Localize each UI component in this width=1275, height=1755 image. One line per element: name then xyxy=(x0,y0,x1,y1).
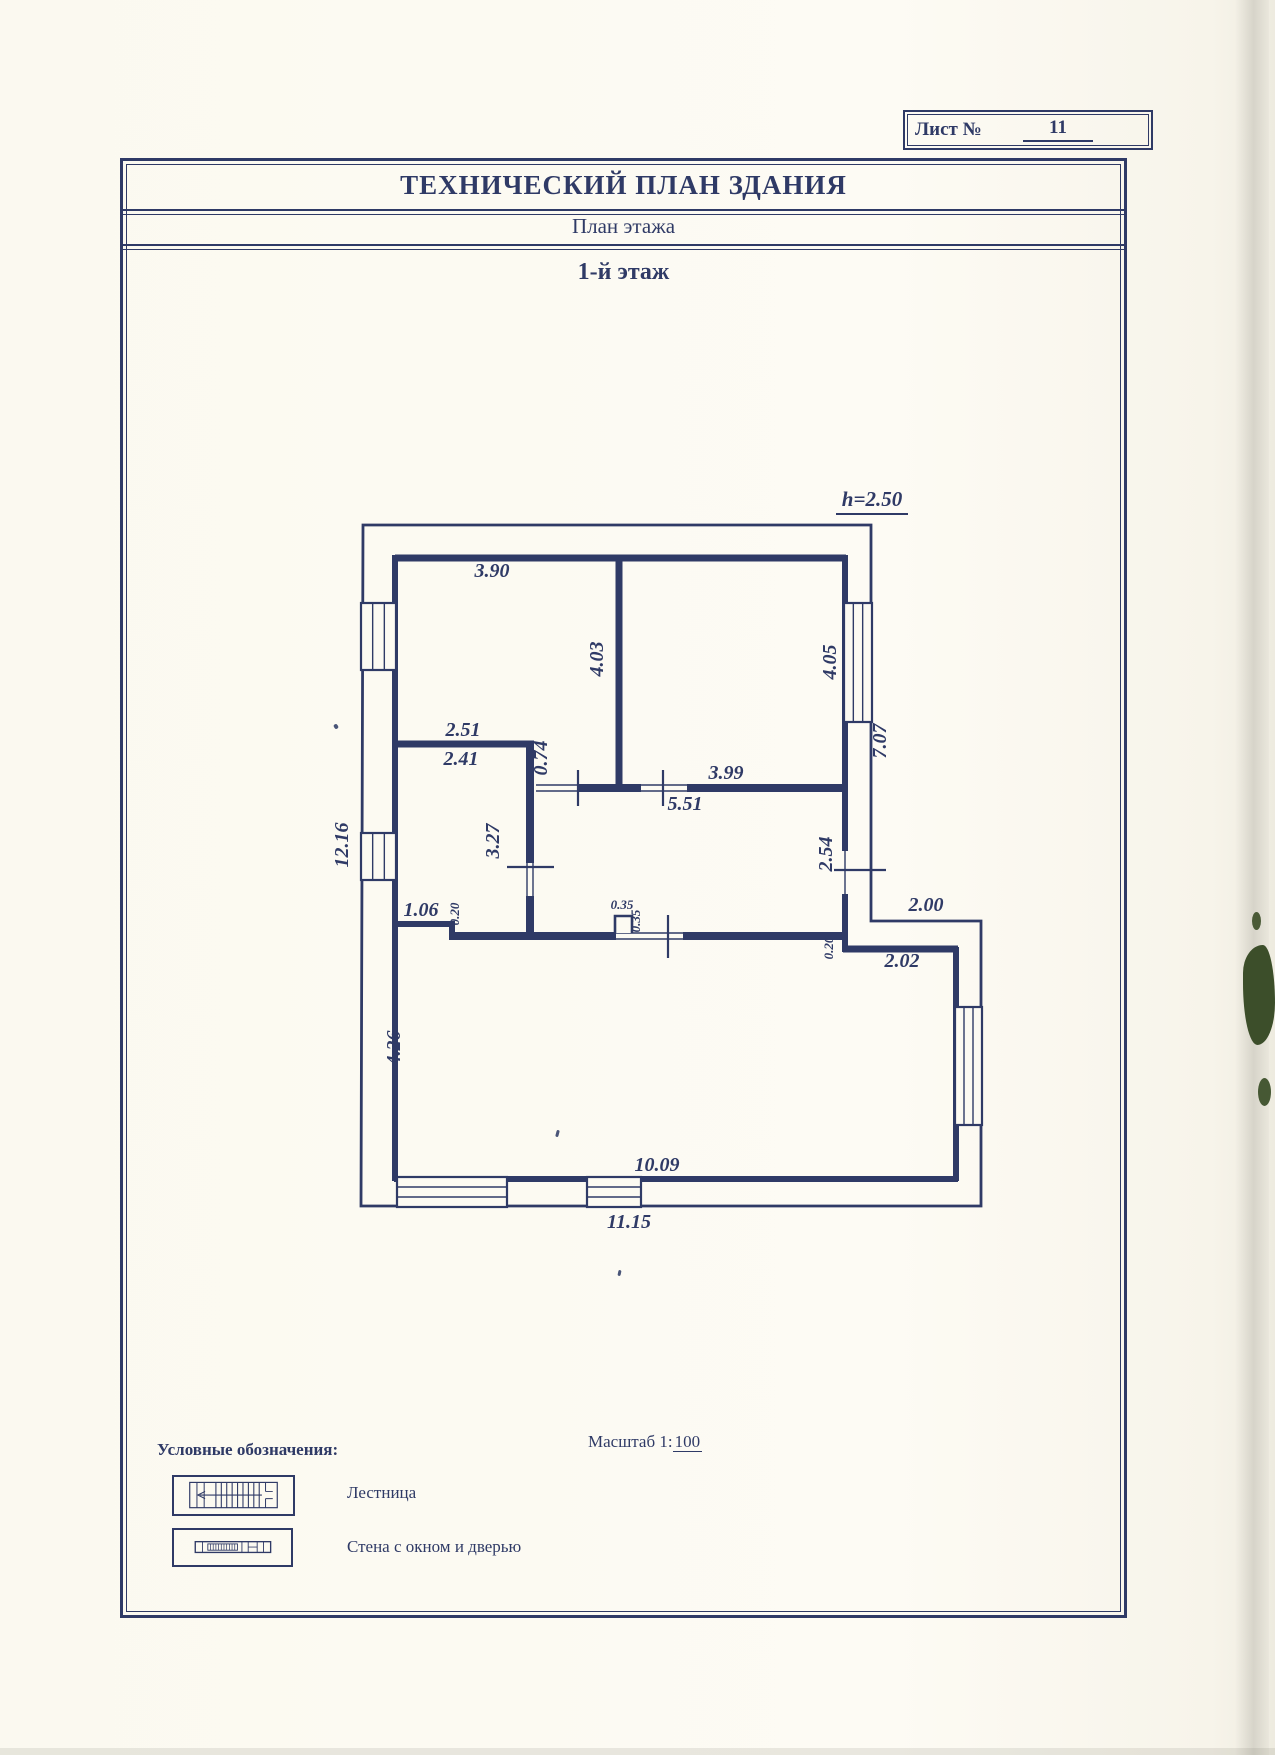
floor-title: 1-й этаж xyxy=(577,259,670,285)
dimension-label: 5.51 xyxy=(667,793,703,815)
legend-label-staircase: Лестница xyxy=(347,1483,417,1502)
scale-value: 100 xyxy=(674,1432,701,1451)
dimension-label: 4.26 xyxy=(383,1030,405,1066)
dimension-label: 2.41 xyxy=(443,748,479,770)
dimension-label: 0.20 xyxy=(447,902,462,926)
scale-prefix: Масштаб 1: xyxy=(588,1432,673,1451)
document-title: ТЕХНИЧЕСКИЙ ПЛАН ЗДАНИЯ xyxy=(400,170,847,200)
window-symbol xyxy=(587,1177,641,1207)
window-symbol xyxy=(955,1007,982,1125)
sheet-number-value: 11 xyxy=(1023,117,1093,142)
dimension-label: 0.35 xyxy=(628,909,643,933)
dimension-label: 4.05 xyxy=(819,644,841,680)
wall-window-door-symbol xyxy=(174,1530,291,1565)
dimension-label: 3.90 xyxy=(474,560,510,582)
dimension-label: 12.16 xyxy=(331,822,353,868)
dimension-label: 2.02 xyxy=(884,950,920,972)
dimension-label: 1.06 xyxy=(403,899,439,921)
dimension-label: 3.27 xyxy=(482,823,504,859)
dimension-label: 11.15 xyxy=(607,1211,651,1233)
legend-label-wall-window-door: Стена с окном и дверью xyxy=(347,1537,522,1556)
dimension-label: 3.99 xyxy=(708,762,744,784)
ceiling-height-note: h=2.50 xyxy=(841,487,903,511)
dimension-label: 7.07 xyxy=(869,723,891,759)
document-subtitle: План этажа xyxy=(571,214,676,238)
legend-item-staircase xyxy=(172,1475,295,1516)
dimension-label: 2.00 xyxy=(908,894,944,916)
dimension-label: 0.74 xyxy=(530,740,552,776)
dimension-label: 2.54 xyxy=(815,836,837,872)
dimension-label: 10.09 xyxy=(634,1154,680,1176)
dimension-label: 0.20 xyxy=(821,936,836,960)
legend-item-wall-window-door xyxy=(172,1528,293,1567)
staircase-symbol xyxy=(174,1477,293,1514)
window-symbol xyxy=(361,603,396,670)
window-symbol xyxy=(844,603,872,722)
exterior-wall-outline xyxy=(361,525,981,1206)
window-symbol xyxy=(397,1177,507,1207)
legend-heading: Условные обозначения: xyxy=(157,1440,339,1459)
sheet-number-label: Лист № xyxy=(915,119,982,140)
dimension-label: 2.51 xyxy=(445,719,481,741)
dimension-label: 0.35 xyxy=(610,897,634,912)
scale-note xyxy=(588,1432,702,1452)
dimension-label: 4.03 xyxy=(586,641,608,677)
window-symbol xyxy=(361,833,396,880)
